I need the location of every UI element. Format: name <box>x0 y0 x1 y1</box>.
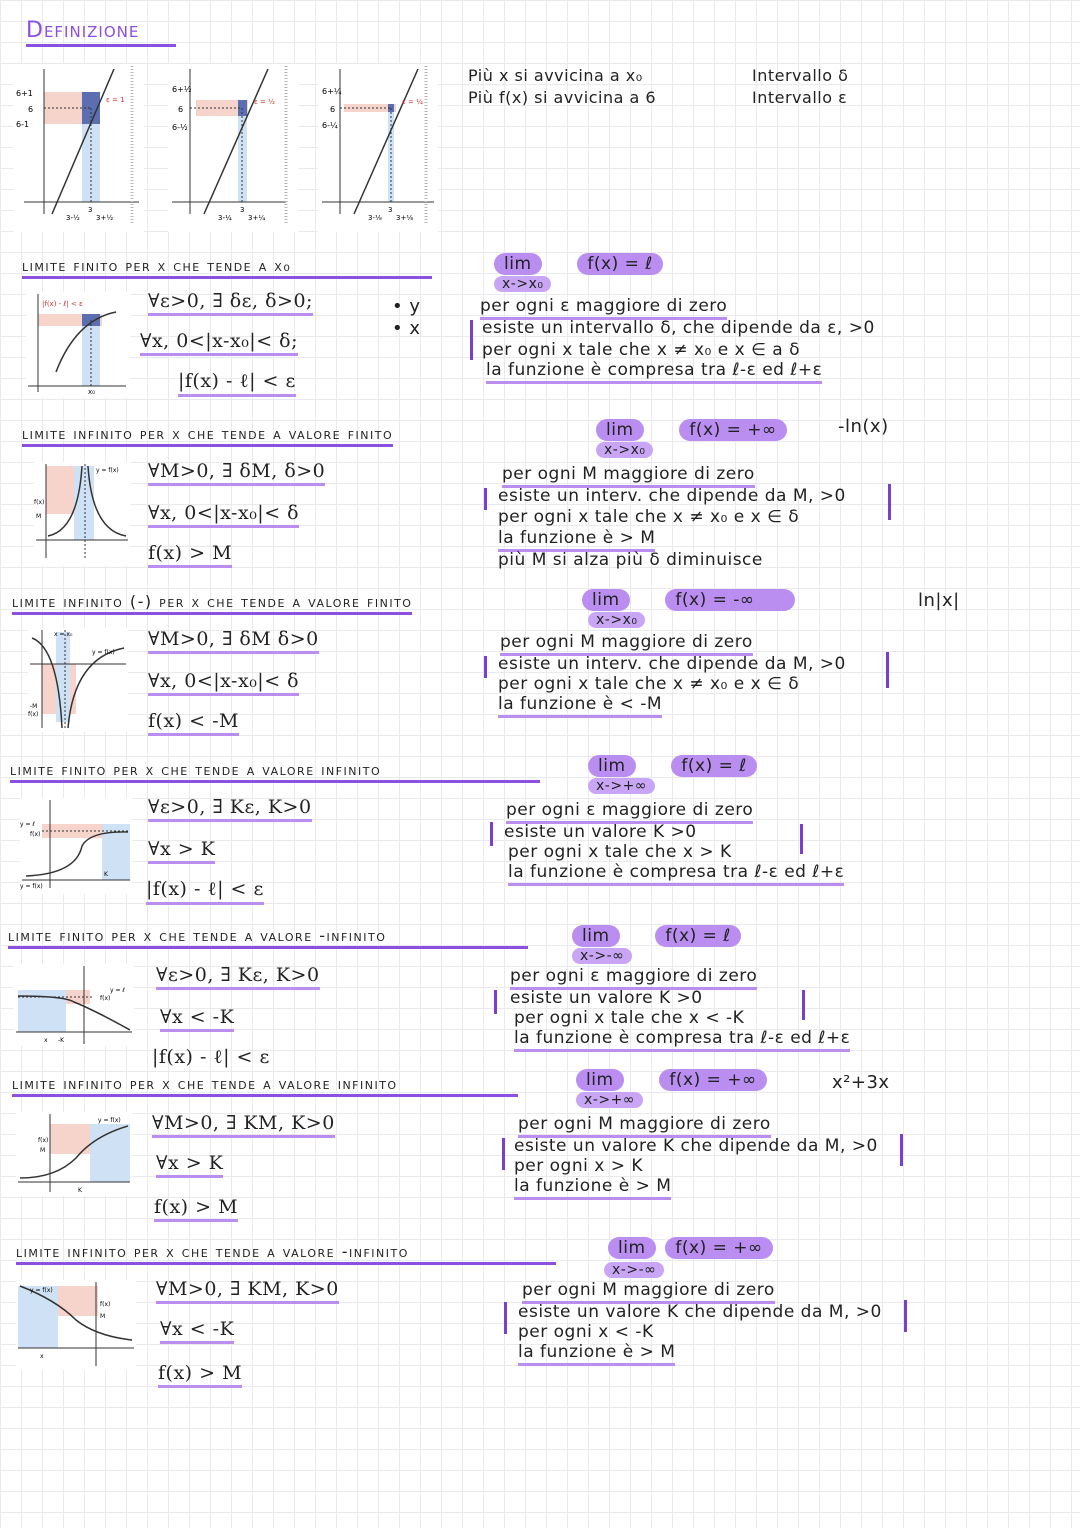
graph-label-M: M <box>40 1147 46 1154</box>
section-5-sub: x->-∞ <box>572 948 632 964</box>
lim-expr: f(x) = +∞ <box>665 1237 772 1259</box>
lim-expr: f(x) = ℓ <box>655 925 740 947</box>
section-5-desc-3: per ogni x tale che x < -K <box>514 1008 745 1028</box>
lim-expr: f(x) = ℓ <box>671 755 756 777</box>
label-ymid: 6 <box>28 105 34 114</box>
section-3-bar <box>484 656 487 678</box>
interval-delta: Intervallo δ <box>752 66 849 85</box>
graph-label-x: x <box>40 1353 44 1360</box>
lim-pill: lim <box>588 755 636 777</box>
lim-pill: lim <box>608 1237 656 1259</box>
section-1-graph <box>26 292 130 398</box>
section-4-bar <box>490 822 493 846</box>
section-3-lim <box>582 590 795 610</box>
section-6-heading: limite infinito per x che tende a valore infinito <box>12 1074 518 1097</box>
graph-label-yl: y = ℓ <box>110 987 125 994</box>
section-6-line-2: ∀x > K <box>156 1152 223 1178</box>
section-4-bar-right <box>800 824 803 854</box>
section-6-lim <box>576 1070 767 1090</box>
label-xhi: 3+¼ <box>248 214 266 222</box>
label-xlo: 3-⅛ <box>368 214 382 222</box>
epsilon-graph-2 <box>168 64 298 232</box>
graph-label-fx: f(x) <box>28 711 39 718</box>
section-4-line-2: ∀x > K <box>148 838 215 864</box>
section-7-bar-right <box>904 1300 907 1332</box>
section-5-lim <box>572 926 741 946</box>
section-6-desc-4: la funzione è > M <box>514 1176 671 1200</box>
section-3-line-1: ∀M>0, ∃ δM δ>0 <box>148 628 319 654</box>
section-1-line-1: ∀ε>0, ∃ δε, δ>0; <box>148 290 313 316</box>
section-6-bar <box>502 1138 505 1170</box>
lim-pill: lim <box>494 253 542 275</box>
section-1-line-2: ∀x, 0<|x-x₀|< δ; <box>140 330 298 356</box>
section-2-side: -ln(x) <box>838 416 889 437</box>
section-1-desc-3: per ogni x tale che x ≠ x₀ e x ∈ a δ <box>482 340 801 360</box>
label-yhi: 6+¼ <box>322 87 342 96</box>
section-4-line-3: |f(x) - ℓ| < ε <box>146 878 264 905</box>
section-2-line-2: ∀x, 0<|x-x₀|< δ <box>148 502 299 528</box>
section-5-graph <box>14 964 134 1046</box>
section-3-bar-right <box>886 652 889 688</box>
lim-pill: lim <box>582 589 630 611</box>
section-4-line-1: ∀ε>0, ∃ Kε, K>0 <box>148 796 312 822</box>
lim-pill: lim <box>576 1069 624 1091</box>
lim-pill: lim <box>596 419 644 441</box>
graph-label-x0: x = x₀ <box>54 631 73 638</box>
section-1-heading: limite finito per x che tende a x₀ <box>22 256 432 279</box>
graph-label-y: y = f(x) <box>30 1287 53 1294</box>
section-3-sub: x->x₀ <box>588 612 645 628</box>
lim-expr: f(x) = ℓ <box>577 253 662 275</box>
section-5-desc-1: per ogni ε maggiore di zero <box>510 966 757 990</box>
section-2-desc-3: per ogni x tale che x ≠ x₀ e x ∈ δ <box>498 507 800 527</box>
graph-label-x: x <box>44 1037 48 1044</box>
lim-expr: f(x) = -∞ <box>665 589 794 611</box>
label-xmid: 3 <box>240 206 245 214</box>
section-6-line-3: f(x) > M <box>154 1196 238 1222</box>
section-3-line-3: f(x) < -M <box>148 710 239 736</box>
label-ymid: 6 <box>178 105 184 114</box>
section-6-desc-1: per ogni M maggiore di zero <box>518 1114 771 1138</box>
section-5-bar-right <box>802 990 805 1020</box>
section-6-line-1: ∀M>0, ∃ KM, K>0 <box>152 1112 335 1138</box>
section-6-bar-right <box>900 1134 903 1166</box>
label-xhi: 3+⅛ <box>396 214 414 222</box>
label-xmid: 3 <box>388 206 393 214</box>
section-1-line-3: |f(x) - ℓ| < ε <box>178 370 296 397</box>
section-4-lim <box>588 756 757 776</box>
graph-label-M: M <box>100 1313 106 1320</box>
section-1-sub: x->x₀ <box>494 276 551 292</box>
section-7-desc-1: per ogni M maggiore di zero <box>522 1280 775 1304</box>
section-7-line-3: f(x) > M <box>158 1362 242 1388</box>
label-ymid: 6 <box>330 105 336 114</box>
graph-label-fx: |f(x) - ℓ| < ε <box>42 300 83 308</box>
section-3-line-2: ∀x, 0<|x-x₀|< δ <box>148 670 299 696</box>
graph-label-fx: f(x) <box>38 1137 49 1144</box>
section-4-desc-4: la funzione è compresa tra ℓ-ε ed ℓ+ε <box>508 862 844 886</box>
lim-expr: f(x) = +∞ <box>679 419 786 441</box>
label-xlo: 3-½ <box>66 214 80 222</box>
label-yhi: 6+1 <box>16 89 33 98</box>
graph-label-K: K <box>78 1187 82 1194</box>
graph-label-K: K <box>104 871 108 878</box>
section-2-desc-4: la funzione è > M <box>498 528 655 552</box>
section-5-line-3: |f(x) - ℓ| < ε <box>152 1046 270 1068</box>
section-7-heading: limite infinito per x che tende a valore -infinito <box>16 1242 556 1265</box>
section-3-graph <box>28 628 128 732</box>
section-3-side: ln|x| <box>918 590 960 611</box>
section-4-heading: limite finito per x che tende a valore infinito <box>10 760 540 783</box>
section-2-bar <box>484 488 487 510</box>
lim-pill: lim <box>572 925 620 947</box>
label-eps: ε = 1 <box>106 96 125 104</box>
section-7-desc-3: per ogni x < -K <box>518 1322 654 1342</box>
section-1-bar <box>470 320 473 360</box>
section-2-sub: x->x₀ <box>596 442 653 458</box>
section-1-desc-4: la funzione è compresa tra ℓ-ε ed ℓ+ε <box>486 360 822 384</box>
label-eps: ε = ½ <box>254 98 275 106</box>
section-7-graph <box>16 1280 136 1370</box>
label-yhi: 6+½ <box>172 85 192 94</box>
lim-expr: f(x) = +∞ <box>659 1069 766 1091</box>
interval-epsilon: Intervallo ε <box>752 88 848 107</box>
section-5-line-2: ∀x < -K <box>160 1006 234 1032</box>
note-x: Più x si avvicina a x₀ <box>468 66 643 85</box>
graph-label-fx: f(x) <box>100 1301 111 1308</box>
section-1-marks: • y • x <box>392 296 421 339</box>
section-7-desc-2: esiste un valore K che dipende da M, >0 <box>518 1302 882 1322</box>
section-3-desc-3: per ogni x tale che x ≠ x₀ e x ∈ δ <box>498 674 800 694</box>
section-2-line-3: f(x) > M <box>148 542 232 568</box>
section-5-bar <box>494 990 497 1014</box>
section-6-sub: x->+∞ <box>576 1092 643 1108</box>
section-7-desc-4: la funzione è > M <box>518 1342 675 1366</box>
section-2-lim <box>596 420 787 440</box>
section-1-desc-1: per ogni ε maggiore di zero <box>480 296 727 320</box>
label-xhi: 3+½ <box>96 214 114 222</box>
section-4-desc-3: per ogni x tale che x > K <box>508 842 732 862</box>
section-7-line-1: ∀M>0, ∃ KM, K>0 <box>156 1278 339 1304</box>
section-4-graph <box>20 798 132 894</box>
section-5-desc-2: esiste un valore K >0 <box>510 988 703 1008</box>
section-6-side: x²+3x <box>832 1072 890 1093</box>
section-5-line-1: ∀ε>0, ∃ Kε, K>0 <box>156 964 320 990</box>
note-fx: Più f(x) si avvicina a 6 <box>468 88 657 107</box>
graph-label-K: -K <box>58 1037 65 1044</box>
section-2-desc-2: esiste un interv. che dipende da M, >0 <box>498 486 846 506</box>
graph-label-fx: f(x) <box>30 831 41 838</box>
graph-label-x0: x₀ <box>88 388 95 396</box>
section-7-sub: x->-∞ <box>604 1262 664 1278</box>
section-7-line-2: ∀x < -K <box>160 1318 234 1344</box>
graph-label-M: M <box>36 513 42 520</box>
section-6-graph <box>16 1112 132 1196</box>
section-3-desc-1: per ogni M maggiore di zero <box>500 632 753 656</box>
section-6-desc-2: esiste un valore K che dipende da M, >0 <box>514 1136 878 1156</box>
section-2-line-1: ∀M>0, ∃ δM, δ>0 <box>148 460 325 486</box>
section-2-heading: limite infinito per x che tende a valore finito <box>22 424 393 447</box>
section-1-desc-2: esiste un intervallo δ, che dipende da ε, >0 <box>482 318 875 338</box>
epsilon-graph-3 <box>318 64 438 232</box>
section-4-desc-2: esiste un valore K >0 <box>504 822 697 842</box>
section-3-heading: limite infinito (-) per x che tende a valore finito <box>12 592 412 615</box>
epsilon-graph-1 <box>14 64 144 232</box>
label-ylo: 6-1 <box>16 120 30 129</box>
section-6-desc-3: per ogni x > K <box>514 1156 643 1176</box>
label-xmid: 3 <box>88 206 93 214</box>
graph-label-y: y = f(x) <box>96 467 119 474</box>
label-eps: ε = ¼ <box>402 98 423 106</box>
section-1-lim <box>494 254 663 274</box>
section-4-sub: x->+∞ <box>588 778 655 794</box>
graph-label-y: y = f(x) <box>92 649 115 656</box>
graph-label-yl: y = ℓ <box>20 821 35 828</box>
section-3-desc-2: esiste un interv. che dipende da M, >0 <box>498 654 846 674</box>
graph-label-fx: f(x) <box>34 499 45 506</box>
section-2-bar-right <box>888 484 891 520</box>
section-4-desc-1: per ogni ε maggiore di zero <box>506 800 753 824</box>
section-3-desc-4: la funzione è < -M <box>498 694 662 718</box>
graph-label-y: y = f(x) <box>98 1117 121 1124</box>
graph-label-fx: f(x) <box>100 995 111 1002</box>
graph-label-y: y = f(x) <box>20 883 43 890</box>
section-7-bar <box>504 1302 507 1334</box>
section-5-heading: limite finito per x che tende a valore -infinito <box>8 926 528 949</box>
label-xlo: 3-¼ <box>218 214 232 222</box>
section-5-desc-4: la funzione è compresa tra ℓ-ε ed ℓ+ε <box>514 1028 850 1052</box>
section-2-desc-5: più M si alza più δ diminuisce <box>498 550 763 570</box>
section-7-lim <box>608 1238 773 1258</box>
graph-label-M: -M <box>30 703 38 710</box>
label-ylo: 6-½ <box>172 123 188 132</box>
section-2-graph <box>34 462 130 566</box>
label-ylo: 6-¼ <box>322 121 338 130</box>
page-title: Definizione <box>26 18 176 47</box>
section-2-desc-1: per ogni M maggiore di zero <box>502 464 755 488</box>
